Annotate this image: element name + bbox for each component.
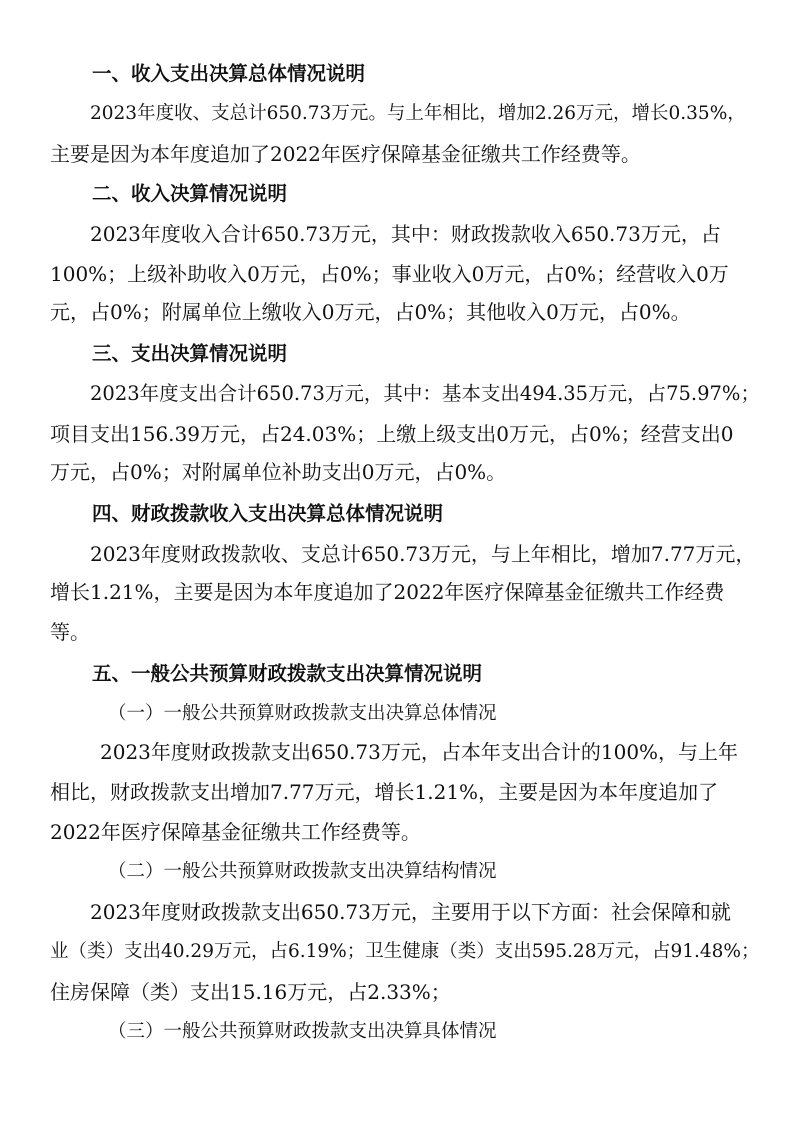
paragraph-line: 业（类）支出40.29万元，占6.19%；卫生健康（类）支出595.28万元，占91.48%； <box>50 941 760 962</box>
paragraph-line: 项目支出156.39万元，占24.03%；上缴上级支出0万元，占0%；经营支出0 <box>50 422 734 446</box>
paragraph-line: 2022年医疗保障基金征缴共工作经费等。 <box>50 820 421 844</box>
subsection-heading: （三）一般公共预算财政拨款支出决算具体情况 <box>108 1021 497 1042</box>
section-heading: 二、收入决算情况说明 <box>92 182 288 205</box>
paragraph-line: 相比，财政拨款支出增加7.77万元，增长1.21%，主要是因为本年度追加了 <box>50 780 719 804</box>
section-heading: 一、收入支出决算总体情况说明 <box>92 62 366 85</box>
paragraph-line: 元，占0%；附属单位上缴收入0万元，占0%；其他收入0万元，占0%。 <box>50 300 691 324</box>
paragraph-line: 2023年度财政拨款支出650.73万元，占本年支出合计的100%，与上年 <box>100 740 739 764</box>
subsection-heading: （一）一般公共预算财政拨款支出决算总体情况 <box>108 703 497 724</box>
paragraph-line: 2023年度财政拨款支出650.73万元，主要用于以下方面：社会保障和就 <box>90 900 731 924</box>
paragraph-line: 万元，占0%；对附属单位补助支出0万元，占0%。 <box>50 460 507 484</box>
paragraph-line: 主要是因为本年度追加了2022年医疗保障基金征缴共工作经费等。 <box>50 142 641 166</box>
paragraph-line: 2023年度支出合计650.73万元，其中：基本支出494.35万元，占75.97%； <box>90 382 760 405</box>
section-heading: 四、财政拨款收入支出决算总体情况说明 <box>92 502 444 525</box>
section-heading: 五、一般公共预算财政拨款支出决算情况说明 <box>92 662 483 685</box>
section-heading: 三、支出决算情况说明 <box>92 342 288 365</box>
paragraph-line: 2023年度收入合计650.73万元，其中：财政拨款收入650.73万元，占 <box>90 222 721 246</box>
paragraph-line: 住房保障（类）支出15.16万元，占2.33%； <box>50 980 451 1004</box>
paragraph-line: 2023年度财政拨款收、支总计650.73万元，与上年相比，增加7.77万元， <box>90 542 756 566</box>
paragraph-line: 等。 <box>50 620 90 644</box>
paragraph-line: 增长1.21%，主要是因为本年度追加了2022年医疗保障基金征缴共工作经费 <box>50 580 725 604</box>
subsection-heading: （二）一般公共预算财政拨款支出决算结构情况 <box>108 861 497 882</box>
paragraph-line: 100%；上级补助收入0万元，占0%；事业收入0万元，占0%；经营收入0万 <box>50 262 729 286</box>
paragraph-line: 2023年度收、支总计650.73万元。与上年相比，增加2.26万元，增长0.35%， <box>90 103 746 124</box>
